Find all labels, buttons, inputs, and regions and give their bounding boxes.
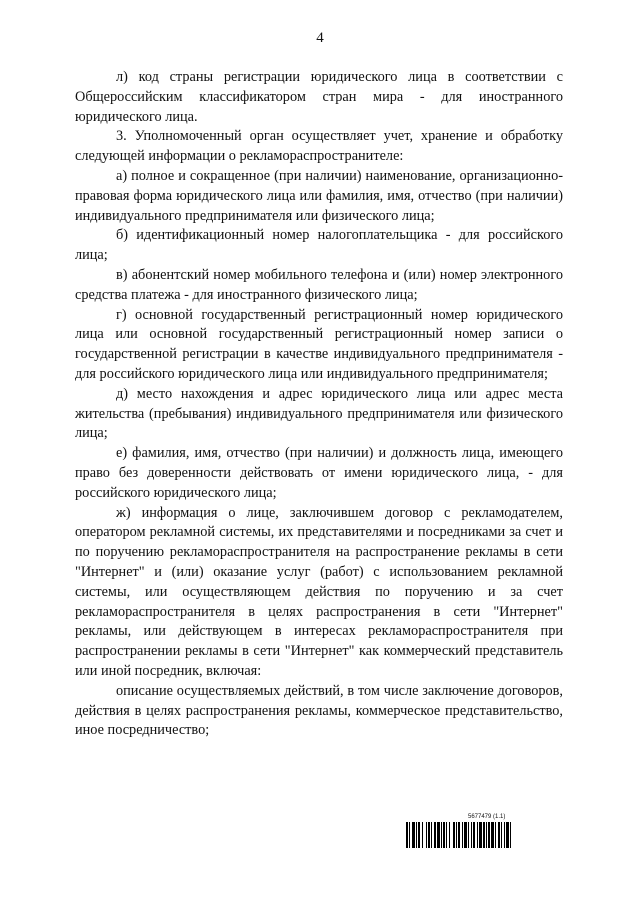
barcode-bar: [426, 822, 427, 848]
barcode-bar: [501, 822, 502, 848]
barcode-bar: [409, 822, 410, 848]
barcode-bar: [441, 822, 442, 848]
barcode-bar: [464, 822, 467, 848]
barcode-bar: [428, 822, 430, 848]
barcode-bar: [495, 822, 496, 848]
paragraph-3: 3. Уполномоченный орган осуществляет учет, хранение и обработку следующей информации о рекламораспространителе:: [75, 128, 563, 165]
barcode-bar: [446, 822, 447, 848]
barcode-bar: [431, 822, 432, 848]
paragraph-zh: ж) информация о лице, заключившем договор с рекламодателем, оператором рекламной системы, их представителями и посредниками за счет и по поручению рекламораспространителя на распространение рекламы в сети "Интернет" и (или) оказание услуг (работ) с использованием рекламной системы, или осуществляющем действия по поручению и за счет рекламораспространителя в целях распространения в сети "Интернет" рекламы, или действующем в интересах рекламораспространителя при распространении рекламы в сети "Интернет" как коммерческий представитель или иной посредник, включая:: [75, 504, 563, 679]
barcode-bar: [437, 822, 440, 848]
barcode-bar: [504, 822, 505, 848]
barcode-bar: [486, 822, 487, 848]
barcode-bar: [462, 822, 463, 848]
barcode-bar: [506, 822, 509, 848]
page-number: 4: [316, 30, 324, 46]
barcode-bar: [443, 822, 445, 848]
barcode-bar: [434, 822, 436, 848]
barcode-bar: [498, 822, 500, 848]
paragraph-l: л) код страны регистрации юридического лица в соответствии с Общероссийским классификатором стран мира - для иностранного юридического лица.: [75, 69, 563, 125]
paragraph-g: г) основной государственный регистрационный номер юридического лица или основной государственный регистрационный номер записи о государственной регистрации в качестве индивидуального предпринимателя - для российского юридического лица или индивидуального предпринимателя;: [75, 306, 563, 382]
document-barcode: [406, 814, 564, 850]
barcode-bar: [453, 822, 455, 848]
document-body: [75, 68, 563, 741]
barcode-bar: [491, 822, 494, 848]
paragraph-v: в) абонентский номер мобильного телефона и (или) номер электронного средства платежа - для иностранного физического лица;: [75, 266, 563, 303]
barcode-icon: [406, 822, 564, 848]
paragraph-d: д) место нахождения и адрес юридического лица или адрес места жительства (пребывания) индивидуального предпринимателя или физического лица;: [75, 385, 563, 442]
barcode-bar: [449, 822, 450, 848]
barcode-bar: [477, 822, 478, 848]
barcode-bar: [483, 822, 485, 848]
barcode-bar: [456, 822, 457, 848]
barcode-bar: [479, 822, 482, 848]
barcode-bar: [422, 822, 423, 848]
barcode-bar: [468, 822, 469, 848]
barcode-bar: [488, 822, 490, 848]
paragraph-a: а) полное и сокращенное (при наличии) наименование, организационно-правовая форма юридического лица или фамилия, имя, отчество (при наличии) индивидуального предпринимателя или физического лица;: [75, 167, 563, 224]
barcode-bar: [418, 822, 420, 848]
barcode-bar: [473, 822, 475, 848]
paragraph-b: б) идентификационный номер налогоплательщика - для российского лица;: [75, 227, 563, 264]
paragraph-e: е) фамилия, имя, отчество (при наличии) и должность лица, имеющего право без доверенности действовать от имени юридического лица, - для российского юридического лица;: [75, 445, 563, 501]
barcode-bar: [458, 822, 460, 848]
barcode-bar: [406, 822, 408, 848]
barcode-bar: [471, 822, 472, 848]
barcode-caption: 5677479 (1.1): [468, 814, 506, 820]
barcode-bar: [412, 822, 415, 848]
barcode-bar: [416, 822, 417, 848]
paragraph-description: описание осуществляемых действий, в том числе заключение договоров, действия в целях распространения рекламы, коммерческое представительство, иное посредничество;: [75, 682, 563, 739]
barcode-bar: [510, 822, 511, 848]
